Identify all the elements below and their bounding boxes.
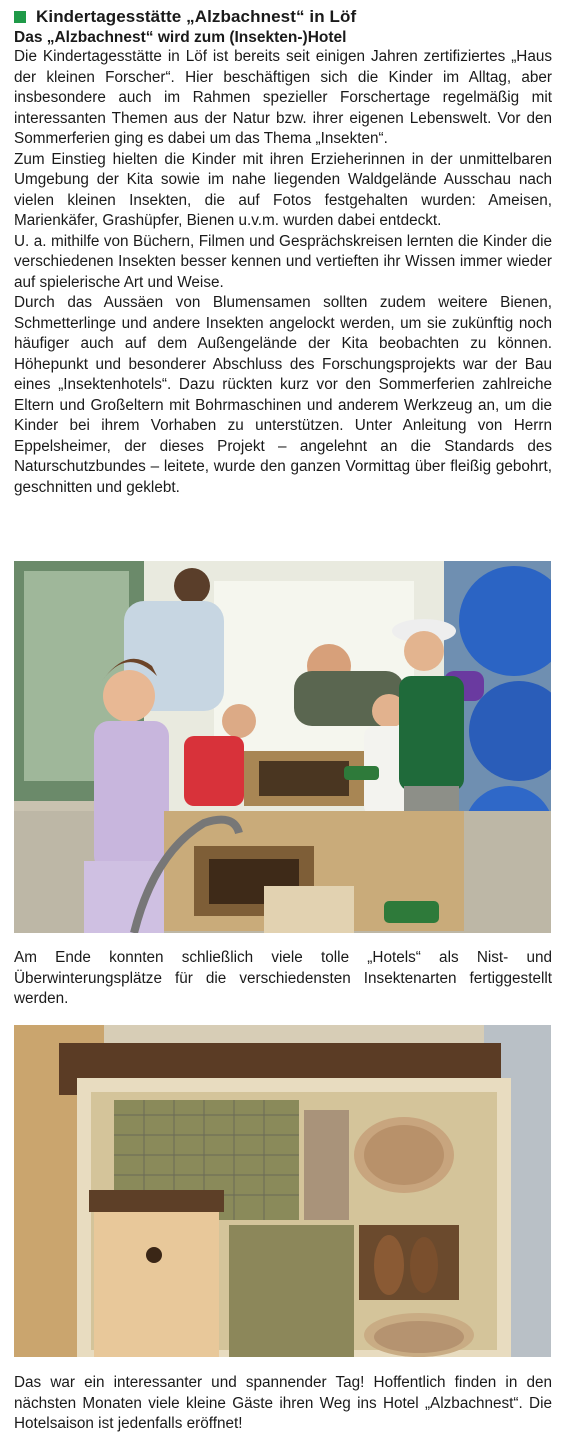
closing-text: Das war ein interessanter und spannender Tag! Hoffentlich finden in den nächsten Monaten viele kleine Gäste ihren Weg ins Hotel „Alzbachnest“. Die Hotelsaison ist jedenfalls eröffnet! [14, 1374, 552, 1432]
paragraph: Zum Einstieg hielten die Kinder mit ihren Erzieherinnen in der unmittelbaren Umgebung der Kita sowie im nahe liegenden Waldgelände Ausschau nach vielen kleinen Insekten, die auf Fotos festgehalten wurden: Ameisen, Marienkäfer, Grashüpfer, Bienen u.v.m. wurden dabei entdeckt. [14, 150, 552, 229]
article-header [14, 6, 554, 49]
photo-workshop [14, 561, 551, 933]
green-square-icon [14, 11, 26, 23]
photo-insect-hotel [14, 1025, 551, 1357]
article-title: Kindertagesstätte „Alzbachnest“ in Löf [36, 7, 357, 26]
paragraph: U. a. mithilfe von Büchern, Filmen und Gesprächskreisen lernten die Kinder die verschiedenen Insekten besser kennen und vertieften ihr Wissen immer wieder auf spielerische Art und Weise. [14, 232, 552, 291]
article-subtitle: Das „Alzbachnest“ wird zum (Insekten-)Hotel [14, 29, 347, 46]
photo-workshop-image [14, 561, 551, 933]
paragraph: Die Kindertagesstätte in Löf ist bereits seit einigen Jahren zertifiziertes „Haus der kleinen Forscher“. Hier beschäftigen sich die Kinder im Alltag, aber insbesondere auch im Rahmen spezieller Forschertage regelmäßig mit interessanten Themen aus der Natur bzw. ihrer eigenen Lebenswelt. Vor den Sommerferien ging es dabei um das Thema „Insekten“. [14, 48, 552, 147]
paragraph: Durch das Aussäen von Blumensamen sollten zudem weitere Bienen, Schmetterlinge und andere Insekten angelockt werden, um sie zukünftig noch häufiger auch auf dem Außengelände der Kita beobachten zu können. Höhepunkt und besonderer Abschluss des Forschungsprojekts war der Bau eines „Insektenhotels“. Dazu rückten kurz vor den Sommerferien zahlreiche Eltern und Großeltern mit Bohrmaschinen und anderem Werkzeug an, um die Kinder bei ihrem Vorhaben zu unterstützen. Unter Anleitung von Herrn Eppelsheimer, der dieses Projekt – angelehnt an die Standards des Naturschutzbundes – leitete, wurde den ganzen Vormittag über fleißig gebohrt, geschnitten und geklebt. [14, 294, 552, 496]
title-row [14, 6, 554, 28]
photo-caption: Am Ende konnten schließlich viele tolle „Hotels“ als Nist- und Überwinterungsplätze für die verschiedensten Insektenarten fertiggestellt werden. [14, 949, 552, 1007]
article-body [14, 47, 552, 498]
photo-insect-hotel-image [14, 1025, 551, 1357]
